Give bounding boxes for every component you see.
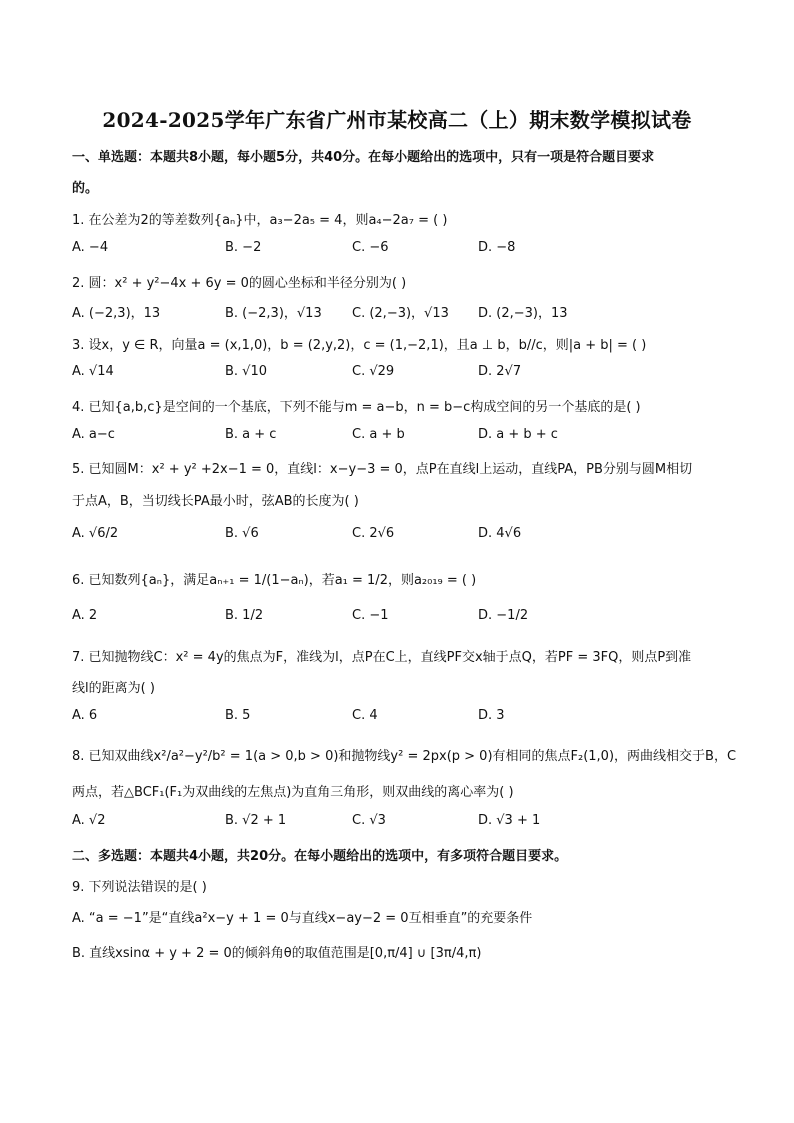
- q4-option-d: D. a + b + c: [478, 427, 558, 442]
- q3-option-c: C. √29: [352, 364, 395, 379]
- q6-stem: 6. 已知数列{aₙ}，满足aₙ₊₁ = 1/(1−aₙ)，若a₁ = 1/2，则a₂₀₁₉ = ( ): [72, 573, 477, 588]
- q7-option-b: B. 5: [225, 708, 251, 723]
- q5-stem-line2: 于点A，B，当切线长PA最小时，弦AB的长度为( ): [72, 494, 359, 509]
- q6-option-c: C. −1: [352, 608, 389, 623]
- q1-option-c: C. −6: [352, 240, 389, 255]
- q9-option-a: A. “a = −1”是“直线a²x−y + 1 = 0与直线x−ay−2 = 0互相垂直”的充要条件: [72, 911, 533, 926]
- q8-option-b: B. √2 + 1: [225, 813, 287, 828]
- q7-option-a: A. 6: [72, 708, 98, 723]
- q2-option-d: D. (2,−3)，13: [478, 306, 568, 321]
- q7-option-c: C. 4: [352, 708, 378, 723]
- q8-option-d: D. √3 + 1: [478, 813, 541, 828]
- q2-stem: 2. 圆：x² + y²−4x + 6y = 0的圆心坐标和半径分别为( ): [72, 276, 407, 291]
- section1-heading-line2: 的。: [72, 181, 99, 196]
- q8-stem-line1: 8. 已知双曲线x²/a²−y²/b² = 1(a > 0,b > 0)和抛物线y² = 2px(p > 0)有相同的焦点F₂(1,0)，两曲线相交于B，C: [72, 749, 737, 764]
- q3-stem: 3. 设x，y ∈ R，向量a = (x,1,0)，b = (2,y,2)，c = (1,−2,1)，且a ⊥ b，b//c，则|a + b| = ( ): [72, 338, 647, 353]
- q2-option-b: B. (−2,3)，√13: [225, 306, 322, 321]
- q1-option-d: D. −8: [478, 240, 516, 255]
- q7-stem-line2: 线l的距离为( ): [72, 681, 155, 696]
- q5-option-b: B. √6: [225, 526, 259, 541]
- q9-stem: 9. 下列说法错误的是( ): [72, 880, 207, 895]
- q7-option-d: D. 3: [478, 708, 505, 723]
- q8-option-a: A. √2: [72, 813, 106, 828]
- q3-option-b: B. √10: [225, 364, 268, 379]
- q4-option-b: B. a + c: [225, 427, 277, 442]
- q6-option-b: B. 1/2: [225, 608, 264, 623]
- q5-option-a: A. √6/2: [72, 526, 119, 541]
- q5-option-d: D. 4√6: [478, 526, 522, 541]
- q2-option-a: A. (−2,3)，13: [72, 306, 161, 321]
- q5-option-c: C. 2√6: [352, 526, 395, 541]
- q4-option-a: A. a−c: [72, 427, 115, 442]
- q6-option-a: A. 2: [72, 608, 98, 623]
- section1-heading-line1: 一、单选题：本题共8小题，每小题5分，共40分。在每小题给出的选项中，只有一项是符合题目要求: [72, 150, 655, 165]
- q1-option-b: B. −2: [225, 240, 262, 255]
- q6-option-d: D. −1/2: [478, 608, 529, 623]
- q3-option-a: A. √14: [72, 364, 114, 379]
- q1-stem: 1. 在公差为2的等差数列{aₙ}中，a₃−2a₅ = 4，则a₄−2a₇ = ( ): [72, 213, 448, 228]
- q7-stem-line1: 7. 已知抛物线C：x² = 4y的焦点为F，准线为l，点P在C上，直线PF交x轴于点Q，若PF = 3FQ，则点P到准: [72, 650, 692, 665]
- q8-stem-line2: 两点，若△BCF₁(F₁为双曲线的左焦点)为直角三角形，则双曲线的离心率为( ): [72, 785, 514, 800]
- q1-option-a: A. −4: [72, 240, 109, 255]
- q2-option-c: C. (2,−3)，√13: [352, 306, 449, 321]
- q5-stem-line1: 5. 已知圆M：x² + y² +2x−1 = 0，直线l：x−y−3 = 0，点P在直线l上运动，直线PA，PB分别与圆M相切: [72, 462, 693, 477]
- exam-title: 2024-2025学年广东省广州市某校高二（上）期末数学模拟试卷: [102, 108, 692, 132]
- q8-option-c: C. √3: [352, 813, 386, 828]
- section2-heading: 二、多选题：本题共4小题，共20分。在每小题给出的选项中，有多项符合题目要求。: [72, 849, 568, 864]
- q4-stem: 4. 已知{a,b,c}是空间的一个基底，下列不能与m = a−b，n = b−c构成空间的另一个基底的是( ): [72, 400, 641, 415]
- q9-option-b: B. 直线xsinα + y + 2 = 0的倾斜角θ的取值范围是[0,π/4] ∪ [3π/4,π): [72, 946, 482, 961]
- q3-option-d: D. 2√7: [478, 364, 522, 379]
- q4-option-c: C. a + b: [352, 427, 405, 442]
